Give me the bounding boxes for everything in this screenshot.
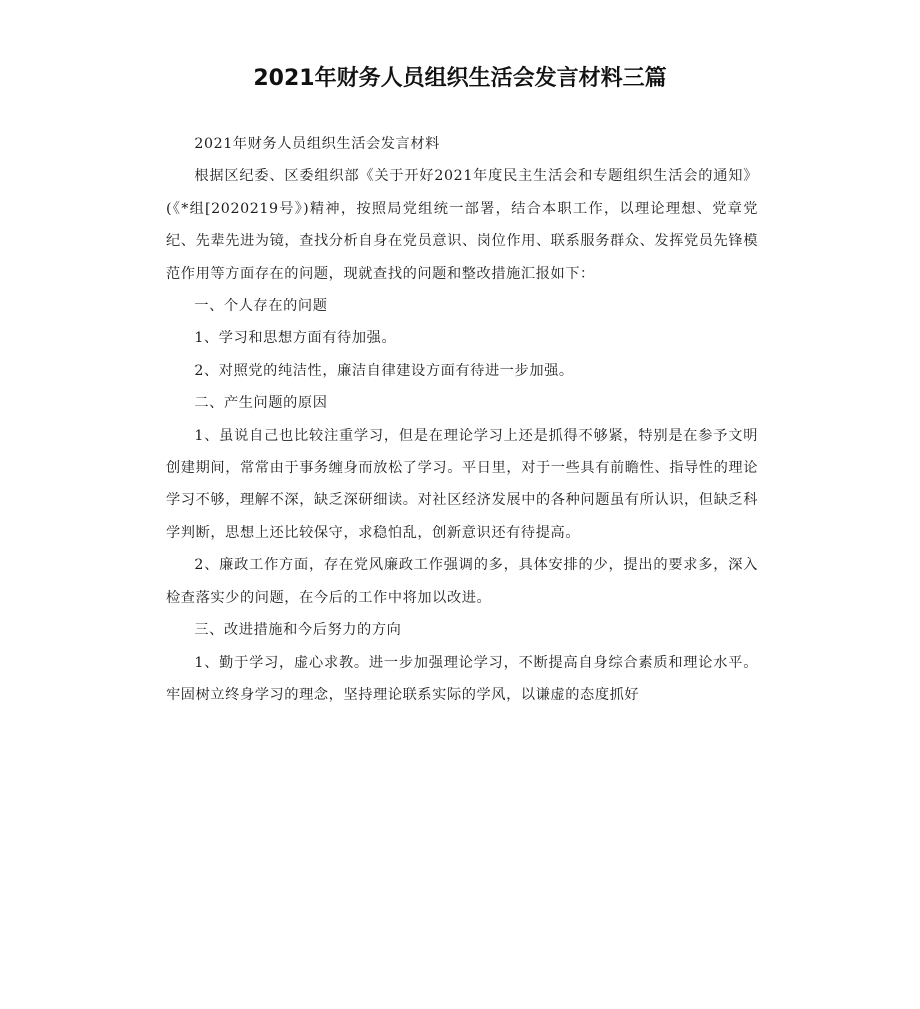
problem-item-1: 1、学习和思想方面有待加强。 [194,330,397,347]
section-heading-causes: 二、产生问题的原因 [194,395,328,412]
document-body [166,128,758,711]
cause-item-2: 2、廉政工作方面，存在党风廉政工作强调的多，具体安排的少，提出的要求多，深入检查落实少的问题，在今后的工作中将加以改进。 [166,557,758,606]
cause-item-1: 1、虽说自己也比较注重学习，但是在理论学习上还是抓得不够紧，特别是在参予文明创建期间，常常由于事务缠身而放松了学习。平日里，对于一些具有前瞻性、指导性的理论学习不够，理解不深，缺乏深研细读。对社区经济发展中的各种问题虽有所认识，但缺乏科学判断，思想上还比较保守，求稳怕乱，创新意识还有待提高。 [166,427,758,541]
problem-item-2: 2、对照党的纯洁性，廉洁自律建设方面有待进一步加强。 [194,362,574,379]
document-title: 2021年财务人员组织生活会发言材料三篇 [253,66,667,91]
section-heading-measures: 三、改进措施和今后努力的方向 [194,622,402,639]
section-heading-problems: 一、个人存在的问题 [194,298,328,315]
intro-paragraph: 根据区纪委、区委组织部《关于开好2021年度民主生活会和专题组织生活会的通知》(《*组[2020219号》)精神，按照局党组统一部署，结合本职工作，以理论理想、党章党纪、先辈先进为镜，查找分析自身在党员意识、岗位作用、联系服务群众、发挥党员先锋模范作用等方面存在的问题，现就查找的问题和整改措施汇报如下： [166,168,758,282]
measure-item-1: 1、勤于学习，虚心求教。进一步加强理论学习，不断提高自身综合素质和理论水平。牢固树立终身学习的理念，坚持理论联系实际的学风，以谦虚的态度抓好 [166,654,758,703]
subtitle-paragraph: 2021年财务人员组织生活会发言材料 [194,136,440,152]
